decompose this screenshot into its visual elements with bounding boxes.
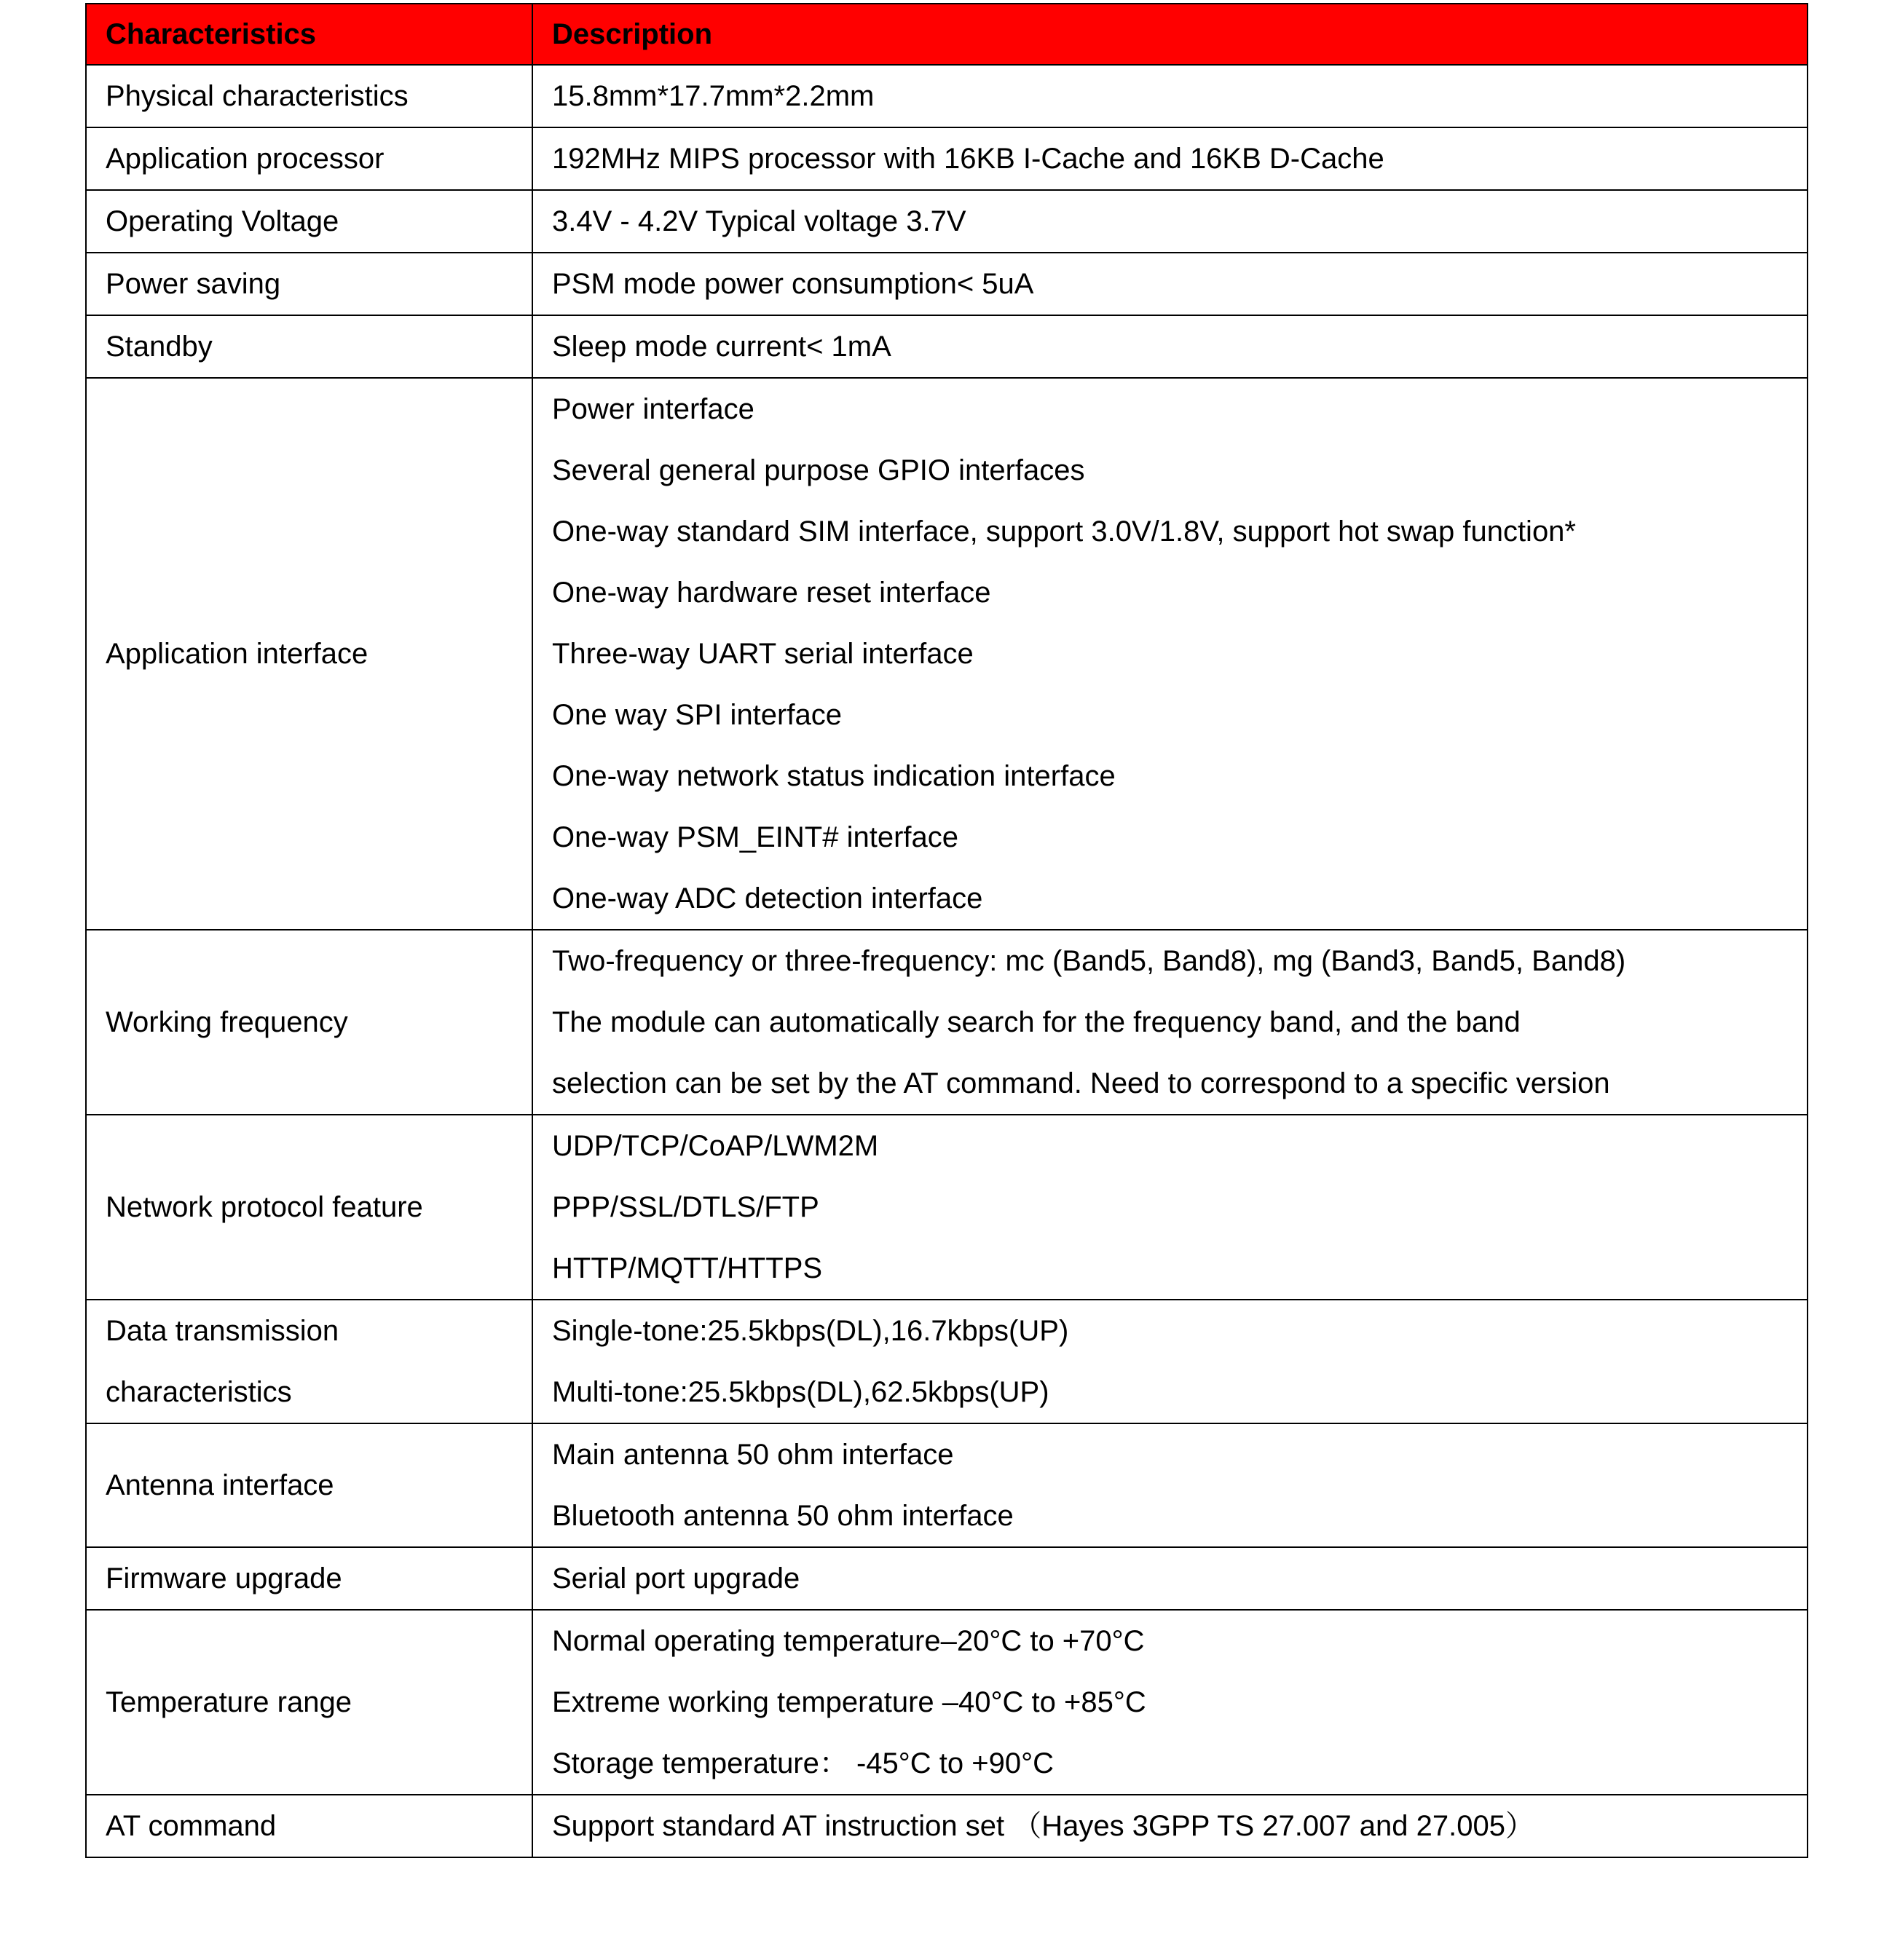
row-description-cell	[532, 1547, 1808, 1610]
row-label-text: Standby	[106, 331, 213, 363]
row-description-cell	[532, 930, 1808, 1115]
description-line: Extreme working temperature –40°C to +85°C	[552, 1686, 1146, 1718]
row-label-cell	[86, 1547, 532, 1610]
description-line: HTTP/MQTT/HTTPS	[552, 1252, 823, 1284]
description-line: 3.4V - 4.2V Typical voltage 3.7V	[552, 205, 966, 237]
table-row-standby	[86, 315, 1808, 378]
table-row-application-interface	[86, 378, 1808, 930]
row-label-cell	[86, 1423, 532, 1547]
description-line: Support standard AT instruction set （Hayes 3GPP TS 27.007 and 27.005）	[552, 1810, 1534, 1842]
table-row-at-command	[86, 1795, 1808, 1857]
table-row-temperature-range	[86, 1610, 1808, 1795]
row-label-text: Operating Voltage	[106, 205, 339, 237]
description-line: Storage temperature： -45°C to +90°C	[552, 1747, 1055, 1779]
row-description-cell	[532, 315, 1808, 378]
description-line: 192MHz MIPS processor with 16KB I-Cache and 16KB D-Cache	[552, 143, 1384, 175]
row-description-cell	[532, 1795, 1808, 1857]
row-description-cell	[532, 190, 1808, 253]
description-line: UDP/TCP/CoAP/LWM2M	[552, 1130, 879, 1162]
description-line: Power interface	[552, 393, 754, 425]
description-line: Single-tone:25.5kbps(DL),16.7kbps(UP)	[552, 1315, 1069, 1347]
row-description-cell	[532, 378, 1808, 930]
row-label-cell	[86, 253, 532, 315]
row-label-cell	[86, 1795, 532, 1857]
row-label-text: Network protocol feature	[106, 1191, 423, 1223]
description-line: The module can automatically search for the frequency band, and the band	[552, 1006, 1521, 1038]
header-cell-description: Description	[532, 4, 1808, 65]
row-description-cell	[532, 1115, 1808, 1300]
description-line: Multi-tone:25.5kbps(DL),62.5kbps(UP)	[552, 1376, 1049, 1408]
row-label-text: characteristics	[106, 1376, 292, 1408]
row-label-text: Data transmission	[106, 1315, 339, 1347]
description-line: Several general purpose GPIO interfaces	[552, 454, 1085, 486]
row-label-cell	[86, 1610, 532, 1795]
description-line: Serial port upgrade	[552, 1562, 800, 1595]
description-line: PPP/SSL/DTLS/FTP	[552, 1191, 819, 1223]
row-label-text: Application interface	[106, 638, 368, 670]
row-label-text: Temperature range	[106, 1686, 352, 1718]
table-row-working-frequency	[86, 930, 1808, 1115]
row-description-cell	[532, 127, 1808, 190]
table-row-operating-voltage	[86, 190, 1808, 253]
row-label-text: Power saving	[106, 268, 281, 300]
description-line: Three-way UART serial interface	[552, 638, 974, 670]
table-row-network-protocol-feature	[86, 1115, 1808, 1300]
table-row-firmware-upgrade	[86, 1547, 1808, 1610]
description-line: Main antenna 50 ohm interface	[552, 1439, 954, 1471]
row-label-text: Physical characteristics	[106, 80, 409, 112]
description-line: One-way network status indication interface	[552, 760, 1116, 792]
row-label-text: AT command	[106, 1810, 277, 1842]
table-row-antenna-interface	[86, 1423, 1808, 1547]
row-label-cell	[86, 1300, 532, 1423]
row-label-cell	[86, 65, 532, 127]
row-label-text: Antenna interface	[106, 1469, 334, 1501]
row-description-cell	[532, 1300, 1808, 1423]
row-label-cell	[86, 378, 532, 930]
row-label-cell	[86, 315, 532, 378]
table-row-power-saving	[86, 253, 1808, 315]
table-row-data-transmission-characteristics	[86, 1300, 1808, 1423]
spec-table-container	[85, 3, 1808, 1858]
table-row-physical-characteristics	[86, 65, 1808, 127]
specification-table	[85, 3, 1808, 1858]
description-line: One-way hardware reset interface	[552, 577, 991, 609]
description-line: One-way standard SIM interface, support 3.0V/1.8V, support hot swap function*	[552, 515, 1576, 548]
row-label-text: Firmware upgrade	[106, 1562, 342, 1595]
description-line: Bluetooth antenna 50 ohm interface	[552, 1500, 1014, 1532]
description-line: Two-frequency or three-frequency: mc (Band5, Band8), mg (Band3, Band5, Band8)	[552, 945, 1626, 977]
row-label-text: Working frequency	[106, 1006, 348, 1038]
row-label-cell	[86, 127, 532, 190]
description-line: PSM mode power consumption< 5uA	[552, 268, 1034, 300]
row-description-cell	[532, 253, 1808, 315]
row-label-cell	[86, 1115, 532, 1300]
row-label-cell	[86, 190, 532, 253]
header-row	[86, 4, 1808, 65]
row-description-cell	[532, 65, 1808, 127]
header-cell-characteristics: Characteristics	[86, 4, 532, 65]
row-label-cell	[86, 930, 532, 1115]
table-row-application-processor	[86, 127, 1808, 190]
description-line: Sleep mode current< 1mA	[552, 331, 891, 363]
description-line: selection can be set by the AT command. Need to correspond to a specific version	[552, 1067, 1610, 1099]
description-line: Normal operating temperature–20°C to +70°C	[552, 1625, 1145, 1657]
description-line: 15.8mm*17.7mm*2.2mm	[552, 80, 875, 112]
row-label-text: Application processor	[106, 143, 385, 175]
row-description-cell	[532, 1423, 1808, 1547]
description-line: One-way ADC detection interface	[552, 882, 983, 914]
description-line: One way SPI interface	[552, 699, 842, 731]
row-description-cell	[532, 1610, 1808, 1795]
description-line: One-way PSM_EINT# interface	[552, 821, 958, 853]
